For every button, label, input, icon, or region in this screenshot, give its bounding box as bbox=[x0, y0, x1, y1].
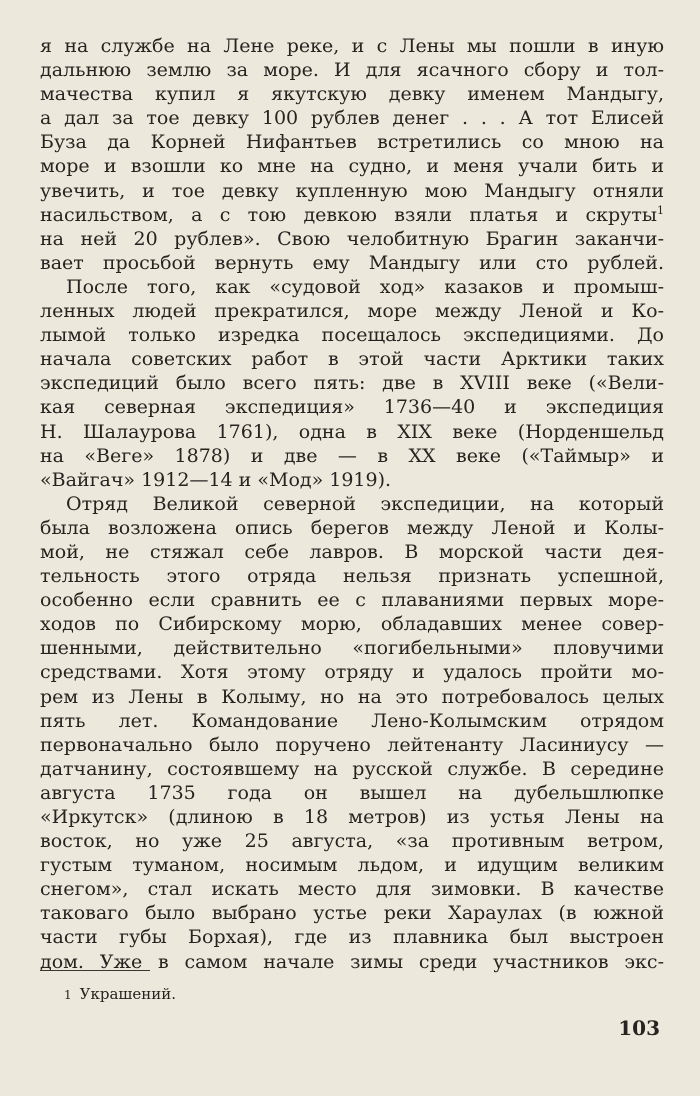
text-line-content: первоначально было поручено лейтенанту Ласиниусу — bbox=[40, 733, 664, 756]
text-line bbox=[40, 588, 664, 612]
text-line bbox=[40, 323, 664, 347]
page-number: 103 bbox=[618, 1016, 660, 1040]
text-line-content: таковаго было выбрано устье реки Хараулах (в южной bbox=[40, 902, 664, 925]
page-body bbox=[40, 34, 664, 974]
text-line bbox=[40, 34, 664, 58]
text-line-content: кая северная экспедиция» 1736—40 и экспедиция bbox=[40, 396, 664, 419]
text-line-content: начала советских работ в этой части Арктики таких bbox=[40, 348, 664, 371]
text-line bbox=[40, 540, 664, 564]
text-line bbox=[40, 685, 664, 709]
footnote-divider bbox=[40, 970, 150, 971]
text-line bbox=[40, 179, 664, 203]
footnote bbox=[64, 985, 176, 1003]
text-line-content: море и взошли ко мне на судно, и меня учали бить и bbox=[40, 155, 664, 178]
text-line-content: августа 1735 года он вышел на дубельшлюпке bbox=[40, 781, 664, 804]
text-line bbox=[40, 901, 664, 925]
text-line-content: тельность этого отряда нельзя признать успешной, bbox=[40, 565, 664, 588]
text-line bbox=[40, 227, 664, 251]
text-line-content: пять лет. Командование Лено-Колымским отрядом bbox=[40, 709, 664, 732]
text-line-content: Отряд Великой северной экспедиции, на который bbox=[66, 492, 664, 515]
text-line bbox=[40, 395, 664, 419]
text-line-content: дом. Уже в самом начале зимы среди участников экс- bbox=[40, 950, 664, 973]
text-line-content: густым туманом, носимым льдом, и идущим великим bbox=[40, 854, 664, 877]
footnote-reference: 1 bbox=[657, 203, 664, 217]
text-line bbox=[40, 612, 664, 636]
text-line-content: особенно если сравнить ее с плаваниями первых море- bbox=[40, 589, 664, 612]
text-line-content: на «Веге» 1878) и две — в XX веке («Таймыр» и bbox=[40, 444, 664, 467]
text-line bbox=[40, 420, 664, 444]
text-line-content: средствами. Хотя этому отряду и удалось пройти мо- bbox=[40, 661, 664, 684]
text-line bbox=[40, 781, 664, 805]
footnote-mark: 1 bbox=[64, 988, 72, 1002]
text-line-content: вает просьбой вернуть ему Мандыгу или сто рублей. bbox=[40, 251, 664, 274]
text-line bbox=[40, 299, 664, 323]
text-line-content: ленных людей прекратился, море между Леной и Ко- bbox=[40, 300, 664, 323]
text-line bbox=[40, 371, 664, 395]
text-line bbox=[40, 251, 664, 275]
text-line-content: После того, как «судовой ход» казаков и промыш- bbox=[66, 275, 664, 298]
text-line-content: экспедиций было всего пять: две в XVIII веке («Вели- bbox=[40, 372, 664, 395]
text-line bbox=[40, 925, 664, 949]
text-line-content: насильством, а с тою девкою взяли платья и скруты bbox=[40, 203, 657, 226]
text-line-content: восток, но уже 25 августа, «за противным ветром, bbox=[40, 830, 664, 853]
text-line-content: была возложена опись берегов между Леной и Колы- bbox=[40, 516, 664, 539]
text-line-content: увечить, и тое девку купленную мою Мандыгу отняли bbox=[40, 179, 664, 202]
text-line-content: Н. Шалаурова 1761), одна в XIX веке (Норденшельд bbox=[40, 420, 664, 443]
text-line bbox=[40, 805, 664, 829]
text-line bbox=[40, 660, 664, 684]
footnote-text: Украшений. bbox=[79, 985, 176, 1003]
text-line bbox=[40, 709, 664, 733]
text-line-content: снегом», стал искать место для зимовки. В качестве bbox=[40, 878, 664, 901]
text-line bbox=[40, 636, 664, 660]
text-line-content: а дал за тое девку 100 рублев денег . . . А тот Елисей bbox=[40, 107, 664, 130]
text-line-content: Буза да Корней Нифантьев встретились со мною на bbox=[40, 131, 664, 154]
text-line bbox=[40, 444, 664, 468]
body-text bbox=[40, 34, 664, 974]
text-line bbox=[40, 877, 664, 901]
text-line bbox=[40, 82, 664, 106]
text-line bbox=[40, 130, 664, 154]
text-line-content: части губы Борхая), где из плавника был выстроен bbox=[40, 926, 664, 949]
text-line bbox=[40, 58, 664, 82]
text-line-content: лымой только изредка посещалось экспедициями. До bbox=[40, 324, 664, 347]
text-line bbox=[40, 275, 664, 299]
text-line bbox=[40, 154, 664, 178]
text-line-content: мой, не стяжал себе лавров. В морской части дея- bbox=[40, 540, 664, 563]
text-line bbox=[40, 106, 664, 130]
text-line bbox=[40, 492, 664, 516]
text-line-content: «Вайгач» 1912—14 и «Мод» 1919). bbox=[40, 468, 392, 491]
text-line bbox=[40, 733, 664, 757]
text-line bbox=[40, 757, 664, 781]
text-line-content: дальнюю землю за море. И для ясачного сбору и тол- bbox=[40, 59, 664, 82]
text-line bbox=[40, 564, 664, 588]
text-line-content: шенными, действительно «погибельными» пловучими bbox=[40, 637, 664, 660]
text-line bbox=[40, 853, 664, 877]
text-line-content: я на службе на Лене реке, и с Лены мы пошли в иную bbox=[40, 35, 664, 57]
text-line-content: на ней 20 рублев». Свою челобитную Брагин заканчи- bbox=[40, 227, 664, 250]
text-line bbox=[40, 203, 664, 227]
text-line bbox=[40, 468, 664, 492]
text-line-content: мачества купил я якутскую девку именем Мандыгу, bbox=[40, 83, 664, 106]
text-line-content: «Иркутск» (длиною в 18 метров) из устья Лены на bbox=[40, 806, 664, 828]
text-line-content: датчанину, состоявшему на русской службе. В середине bbox=[40, 757, 664, 780]
text-line-content: ходов по Сибирскому морю, обладавших менее совер- bbox=[40, 613, 664, 636]
text-line bbox=[40, 347, 664, 371]
text-line bbox=[40, 829, 664, 853]
text-line-content: рем из Лены в Колыму, но на это потребовалось целых bbox=[40, 685, 664, 708]
text-line bbox=[40, 516, 664, 540]
